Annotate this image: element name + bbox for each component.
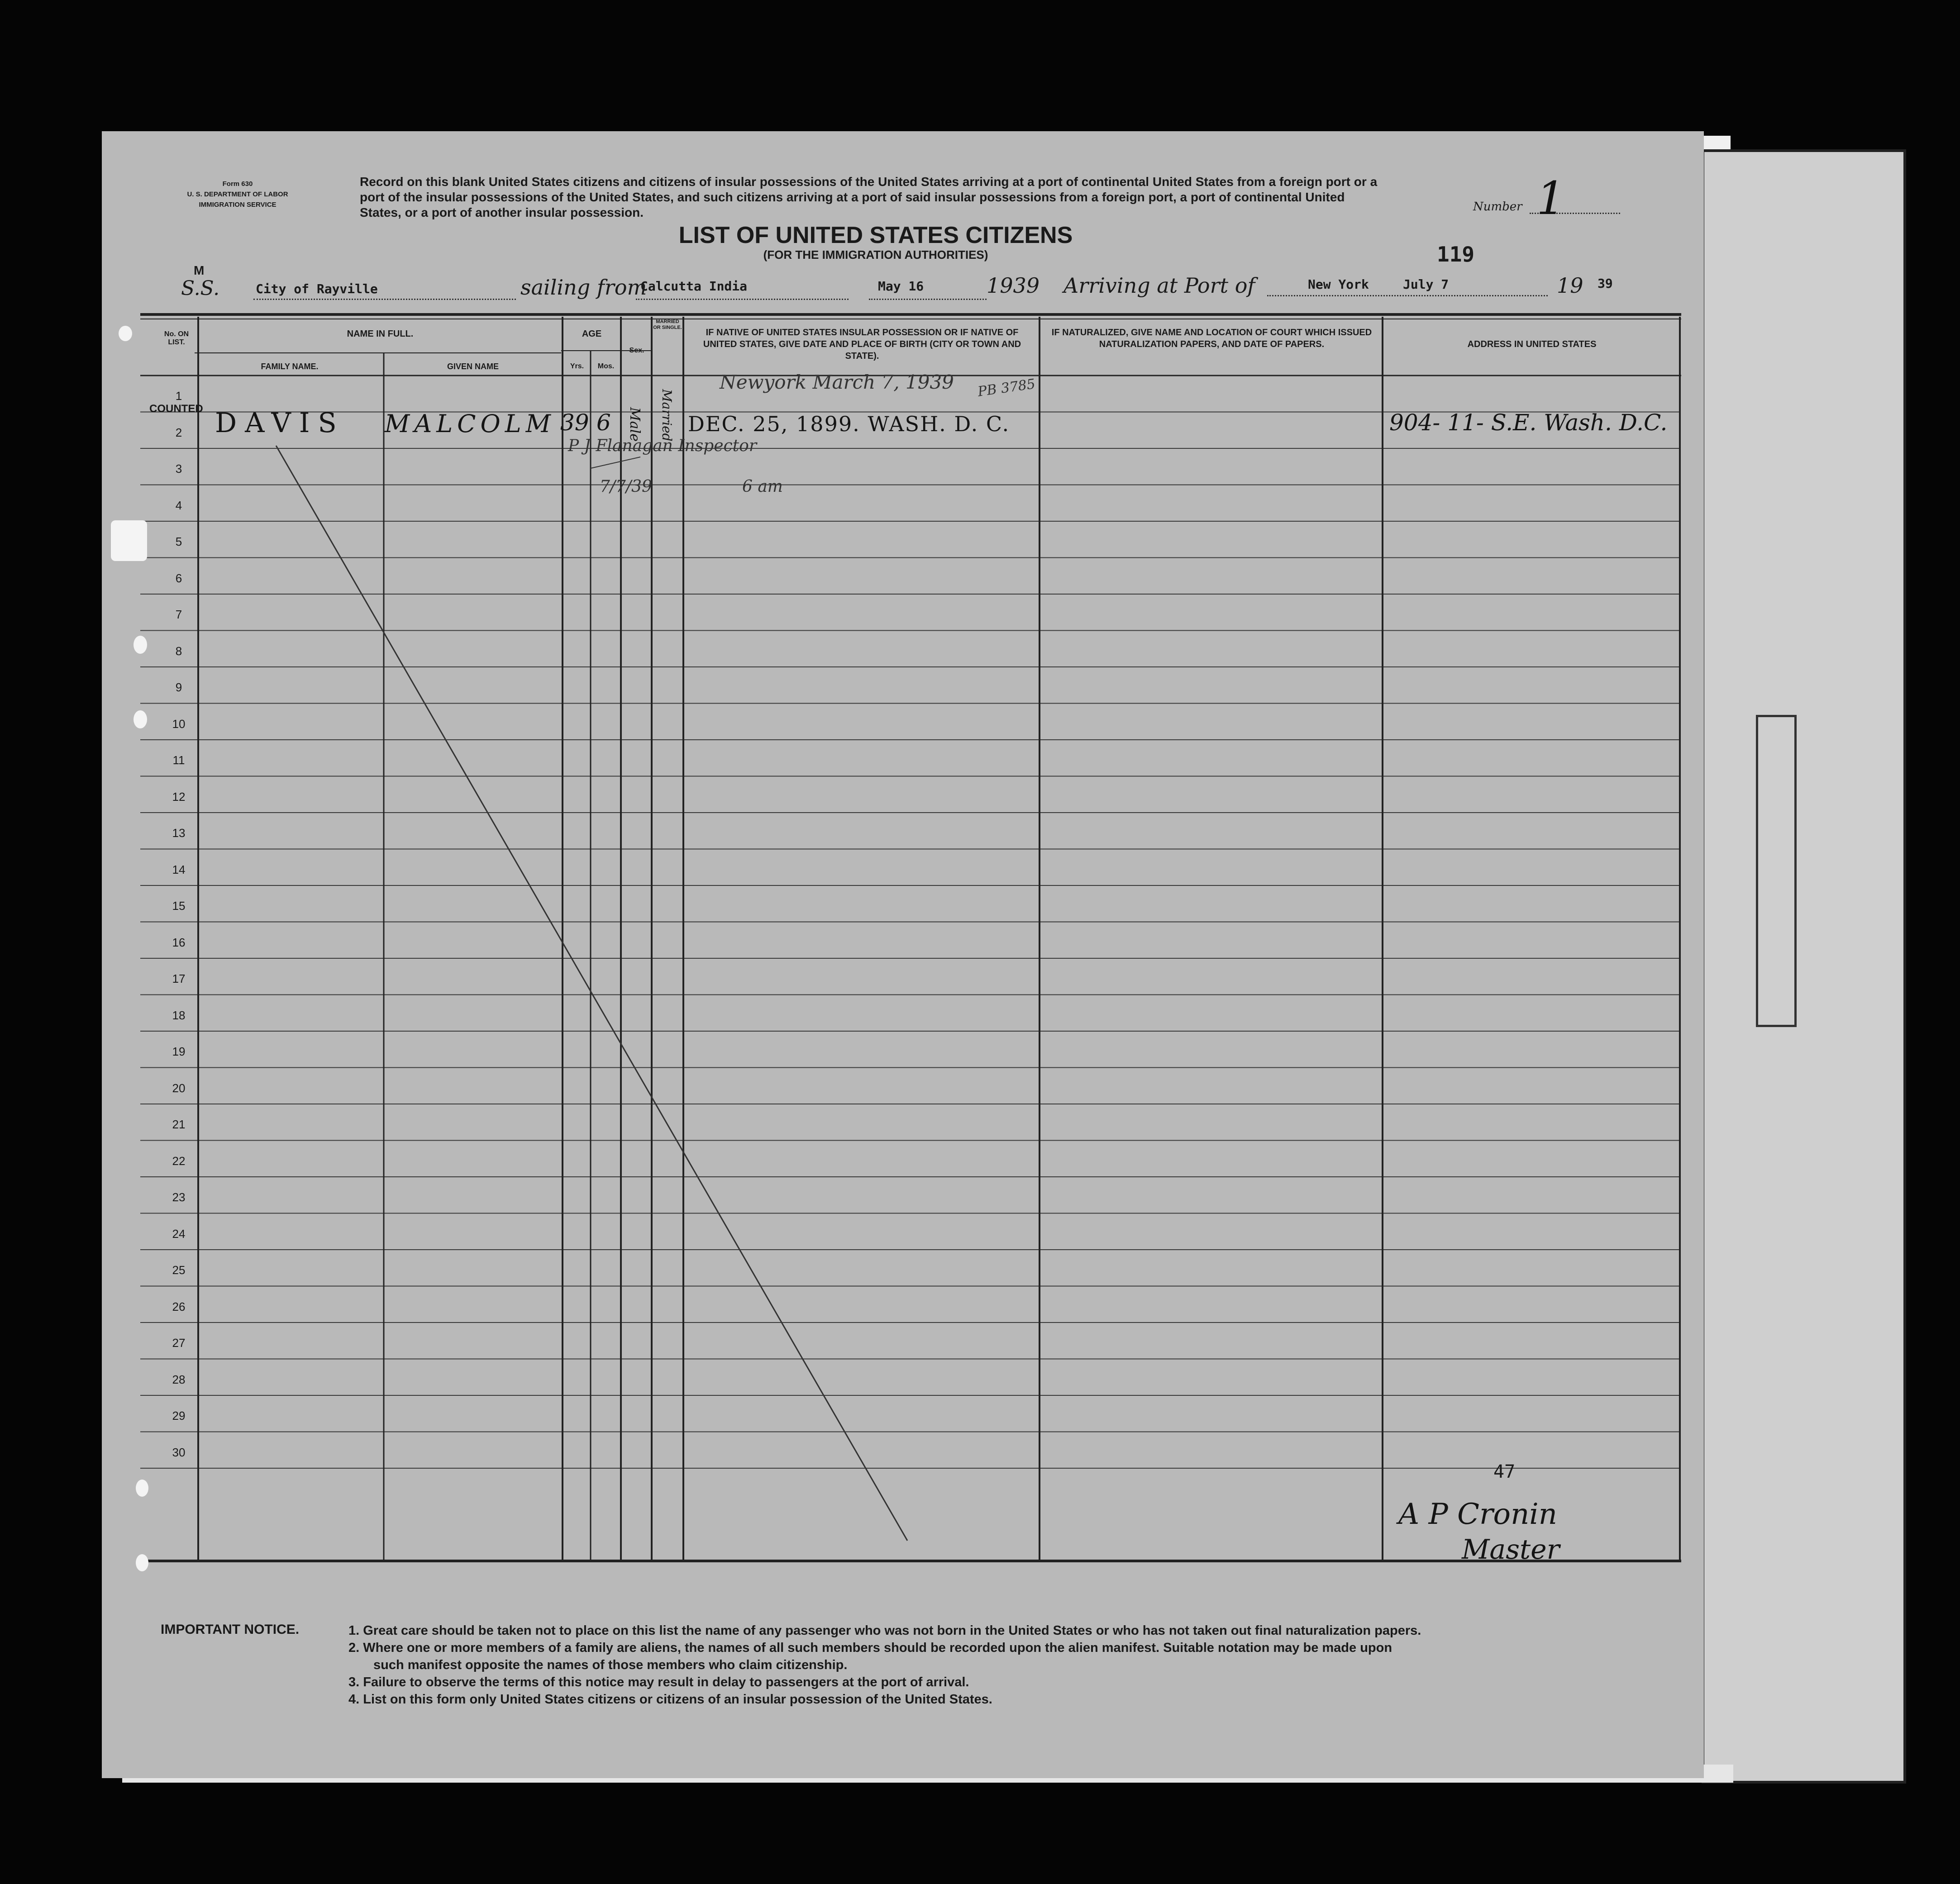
row-number: 26: [172, 1299, 186, 1313]
age-yrs-entry: 39: [560, 409, 589, 436]
row-number: 11: [172, 753, 185, 767]
port-from: Calcutta India: [640, 279, 748, 294]
row-number: 10: [172, 717, 186, 731]
master-title: Master: [1462, 1534, 1560, 1565]
row-number: 21: [172, 1118, 186, 1131]
row-number: 7: [175, 608, 182, 621]
notice-item: 2. Where one or more members of a family are aliens, the names of all such members should be recorded upon the alien manifest. Suitable notation may be made upon: [348, 1641, 1393, 1655]
year-from: 1939: [987, 273, 1040, 298]
row-number: 13: [172, 826, 186, 840]
row-number: 29: [172, 1409, 186, 1423]
column-age-mos: Mos.: [597, 362, 615, 370]
row-number: 23: [172, 1190, 186, 1204]
service-name: IMMIGRATION SERVICE: [199, 201, 277, 209]
row-number: 3: [175, 462, 182, 476]
number-value: 1: [1536, 172, 1565, 225]
form-number: Form 630: [222, 180, 253, 188]
row-number: 16: [172, 935, 186, 949]
date-to: July 7: [1403, 277, 1449, 292]
year-prefix: 19: [1557, 273, 1583, 298]
row-number: 4: [175, 498, 182, 512]
inspector-annotation: P J Flanagan Inspector: [568, 437, 757, 455]
notice-title: IMPORTANT NOTICE.: [161, 1622, 300, 1637]
row-number: 8: [175, 644, 182, 658]
notice-item: such manifest opposite the names of those members who claim citizenship.: [373, 1658, 848, 1672]
punch-hole: [119, 326, 132, 341]
row-number: 25: [172, 1263, 186, 1277]
row-number: 22: [172, 1154, 186, 1168]
row-number: 1: [175, 389, 182, 403]
column-given-name: GIVEN NAME: [447, 362, 499, 371]
notice-item: 4. List on this form only United States citizens or citizens of an insular possession of the United States.: [348, 1692, 992, 1707]
row-number: 20: [172, 1081, 186, 1095]
date-from: May 16: [878, 279, 924, 294]
column-age: AGE: [582, 329, 602, 339]
notice-item: 1. Great care should be taken not to place on this list the name of any passenger who was not born in the United States or who has not taken out final naturalization papers.: [348, 1623, 1421, 1638]
sailing-from-label: sailing from: [520, 275, 647, 300]
column-name-in-full: NAME IN FULL.: [347, 329, 414, 339]
notice-list: [348, 1622, 1652, 1708]
inspection-time: 6 am: [742, 477, 783, 496]
marital-entry: Married: [659, 389, 674, 442]
birth-entry: DEC. 25, 1899. WASH. D. C.: [688, 412, 1010, 436]
given-name-entry: MALCOLM: [385, 409, 555, 438]
punch-hole: [136, 1554, 148, 1571]
row-number: 12: [172, 790, 186, 804]
torn-punch-hole: [111, 520, 147, 561]
column-naturalized: IF NATURALIZED, GIVE NAME AND LOCATION OF COURT WHICH ISSUED NATURALIZATION PAPERS, AND DATE OF PAPERS.: [1051, 328, 1372, 349]
department-name: U. S. DEPARTMENT OF LABOR: [187, 190, 288, 198]
row-number: 28: [172, 1372, 186, 1386]
row-number: 2: [175, 425, 182, 439]
column-sex: Sex.: [629, 347, 644, 354]
row-number: 17: [172, 972, 186, 985]
number-label: Number: [1473, 200, 1522, 214]
row-number: 15: [172, 899, 186, 913]
column-no-on-list: No. ON LIST.: [164, 330, 189, 346]
row-number: 9: [175, 680, 182, 694]
column-family-name: FAMILY NAME.: [261, 362, 319, 371]
ss-label: S.S.: [181, 277, 220, 300]
family-name-entry: DAVIS: [215, 407, 345, 439]
page-title: LIST OF UNITED STATES CITIZENS: [678, 222, 1073, 248]
record-notice: Record on this blank United States citizens and citizens of insular possessions of the United States arriving at a port of continental United States from a foreign port or a port of the insular possessions of the United States, and such citizens arriving at a port of said insular possessions from a foreign port, a port of continental United States, or a port of another insular possession.: [360, 175, 1378, 219]
address-entry: 904- 11- S.E. Wash. D.C.: [1389, 409, 1668, 436]
master-signature: A P Cronin: [1398, 1498, 1557, 1531]
ship-name: City of Rayville: [256, 281, 378, 296]
row-number: 14: [172, 862, 186, 876]
row-number: 27: [172, 1336, 186, 1350]
age-mos-entry: 6: [596, 409, 611, 436]
column-address: ADDRESS IN UNITED STATES: [1467, 339, 1597, 349]
punch-hole: [134, 710, 147, 728]
row-number: 30: [172, 1445, 186, 1459]
row-number: 6: [175, 571, 182, 585]
punch-hole: [134, 636, 147, 654]
ship-prefix-mark: M: [194, 263, 205, 277]
page-subtitle: (FOR THE IMMIGRATION AUTHORITIES): [763, 248, 988, 262]
punch-hole: [136, 1480, 148, 1497]
row-number: 24: [172, 1227, 186, 1241]
port-to: New York: [1308, 277, 1369, 292]
page-number: 119: [1437, 242, 1475, 266]
counted-stamp: COUNTED: [149, 403, 203, 415]
column-age-yrs: Yrs.: [570, 362, 584, 370]
total-count: 47: [1493, 1461, 1516, 1482]
inspection-date: 7/7/39: [600, 477, 652, 496]
arrival-annotation: Newyork March 7, 1939: [720, 371, 954, 393]
notice-item: 3. Failure to observe the terms of this notice may result in delay to passengers at the port of arrival.: [348, 1675, 969, 1689]
column-married-or-single: MARRIED OR SINGLE.: [653, 319, 682, 330]
row-number: 19: [172, 1045, 186, 1058]
row-number: 18: [172, 1008, 186, 1022]
column-native-birth: IF NATIVE OF UNITED STATES INSULAR POSSESSION OR IF NATIVE OF UNITED STATES, GIVE DATE AND PLACE OF BIRTH (CITY OR TOWN AND STATE).: [703, 328, 1021, 361]
year-to: 39: [1598, 276, 1613, 291]
annotation-code: PB 3785: [977, 376, 1036, 400]
sex-entry: Male: [627, 407, 643, 442]
arriving-label: Arriving at Port of: [1063, 273, 1255, 298]
row-number: 5: [175, 535, 182, 548]
